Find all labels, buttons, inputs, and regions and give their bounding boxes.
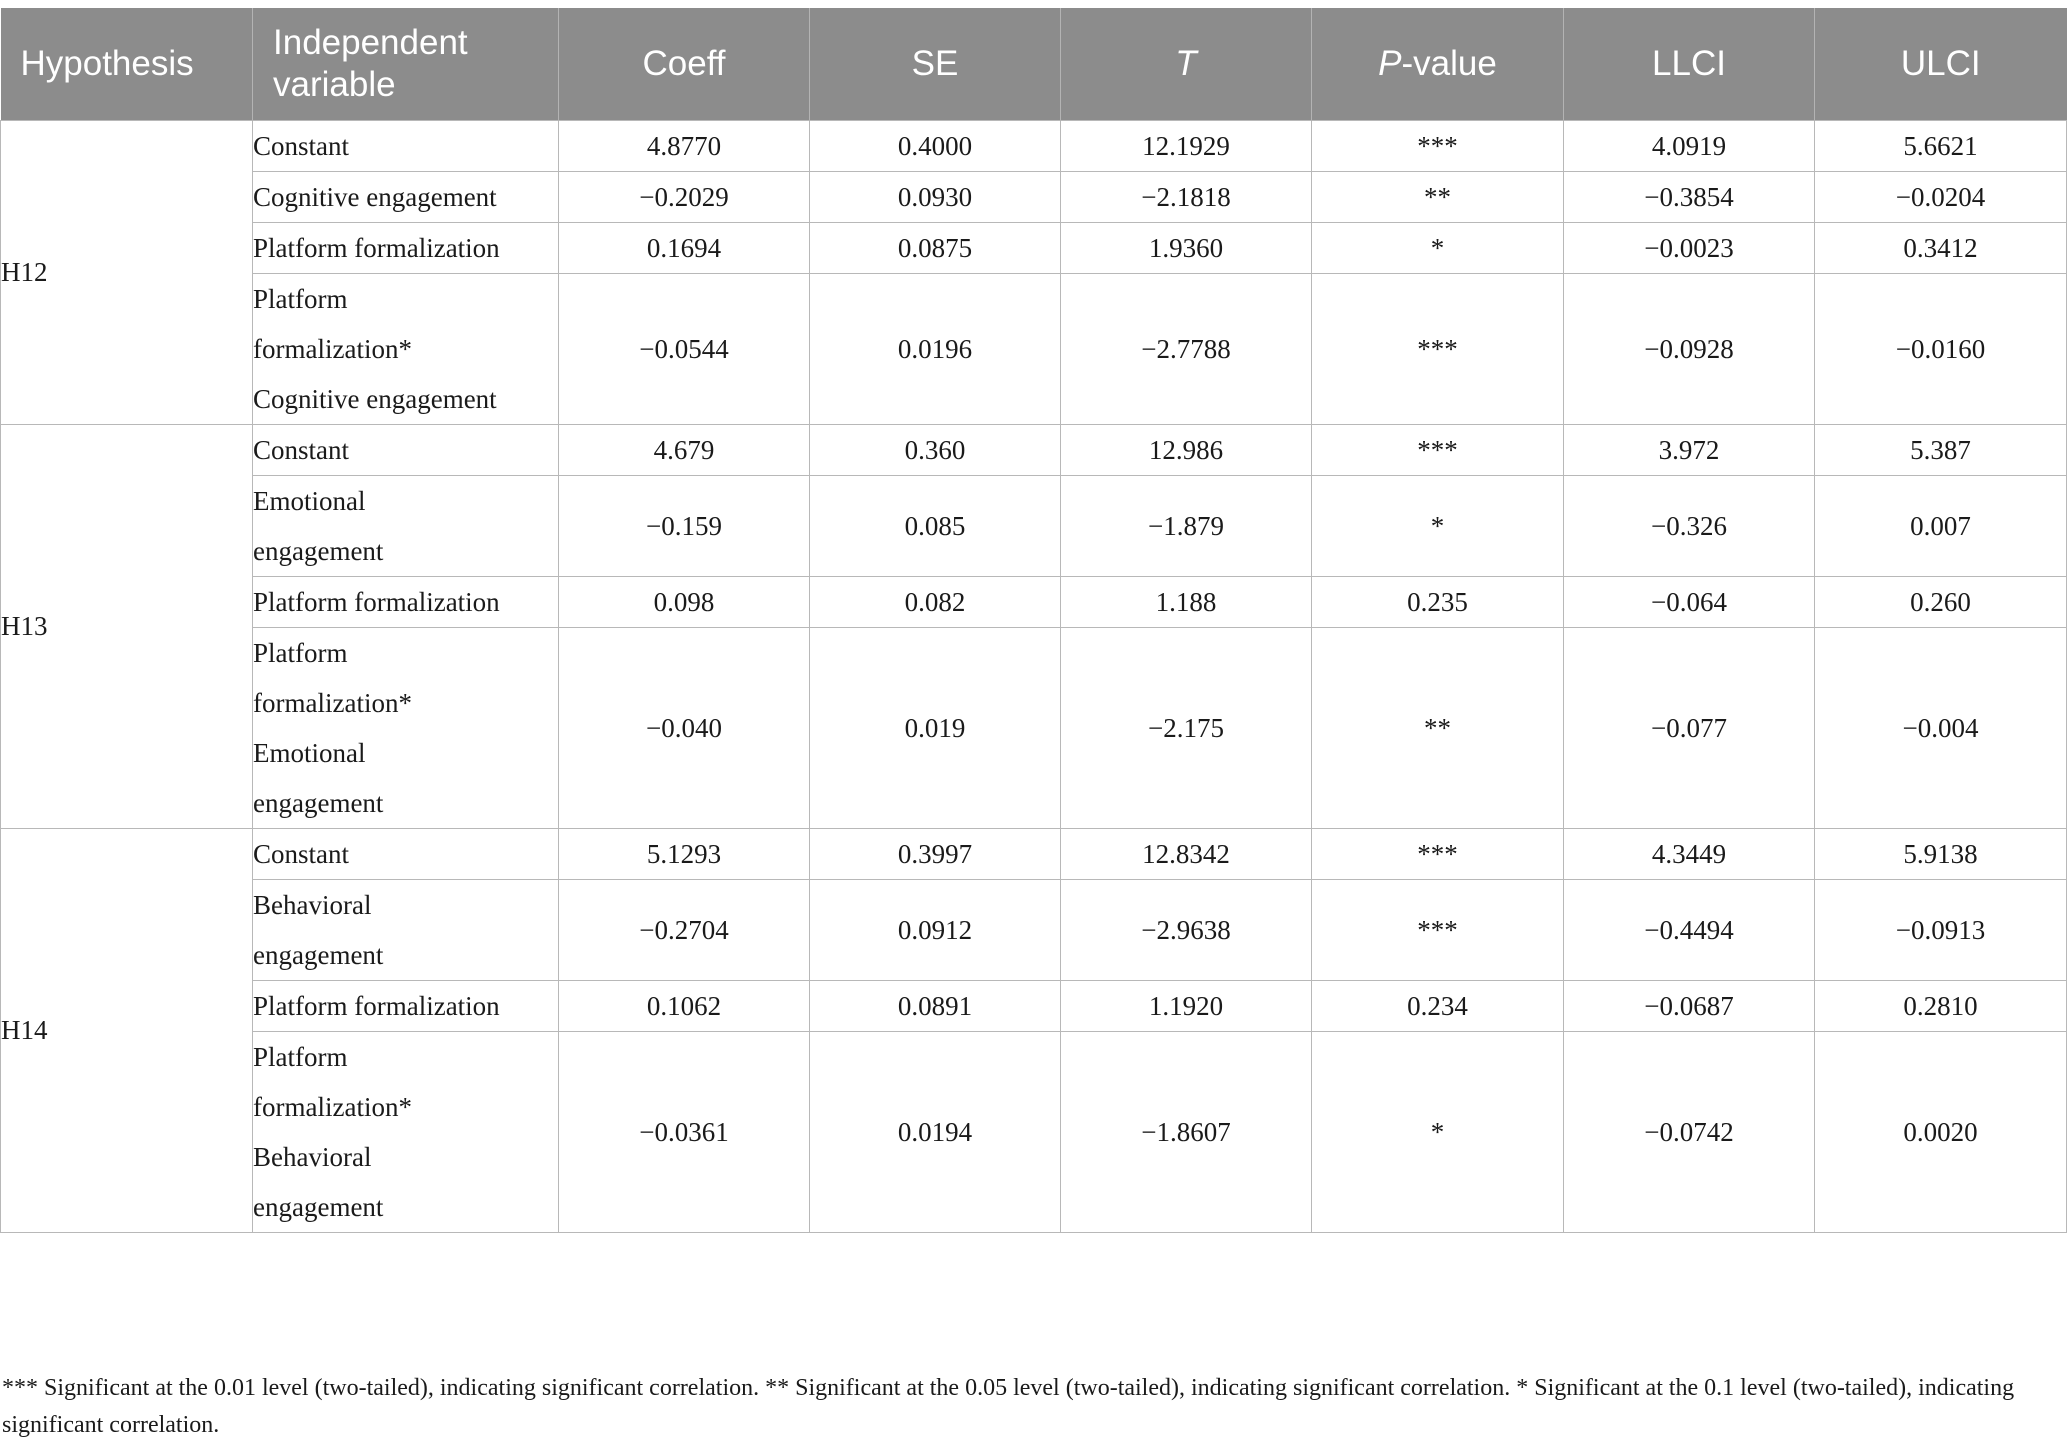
t-cell: 1.188	[1061, 577, 1312, 628]
se-cell: 0.0891	[810, 981, 1061, 1032]
se-cell: 0.0912	[810, 880, 1061, 981]
coeff-cell: −0.2704	[559, 880, 810, 981]
p-cell: ***	[1312, 425, 1564, 476]
se-cell: 0.0194	[810, 1032, 1061, 1233]
variable-line: Behavioral	[253, 890, 372, 920]
header-ulci: ULCI	[1815, 8, 2067, 121]
table-header	[1, 8, 2067, 121]
header-llci: LLCI	[1564, 8, 1815, 121]
se-cell: 0.019	[810, 628, 1061, 829]
p-cell: *	[1312, 223, 1564, 274]
coeff-cell: −0.159	[559, 476, 810, 577]
variable-cell	[253, 476, 559, 577]
variable-line: engagement	[253, 536, 384, 566]
header-hypothesis: Hypothesis	[1, 8, 253, 121]
llci-cell: 4.3449	[1564, 829, 1815, 880]
hypothesis-cell: H14	[1, 829, 253, 1233]
variable-line: Platform	[253, 284, 348, 314]
ulci-cell: 0.260	[1815, 577, 2067, 628]
ulci-cell: −0.0204	[1815, 172, 2067, 223]
ulci-cell: 5.9138	[1815, 829, 2067, 880]
variable-line: engagement	[253, 1192, 384, 1222]
ulci-cell: −0.004	[1815, 628, 2067, 829]
p-cell: ***	[1312, 880, 1564, 981]
variable-line: Behavioral	[253, 1142, 372, 1172]
variable-line: Platform formalization	[253, 587, 500, 617]
variable-cell	[253, 577, 559, 628]
variable-line: Cognitive engagement	[253, 182, 497, 212]
variable-line: Platform formalization	[253, 991, 500, 1021]
t-cell: −2.9638	[1061, 880, 1312, 981]
header-row	[1, 8, 2067, 121]
table-row	[1, 577, 2067, 628]
variable-line: Constant	[253, 839, 350, 869]
t-cell: −1.879	[1061, 476, 1312, 577]
results-table	[0, 8, 2067, 1233]
t-cell: −2.7788	[1061, 274, 1312, 425]
variable-cell	[253, 121, 559, 172]
p-cell: ***	[1312, 829, 1564, 880]
p-cell: ***	[1312, 274, 1564, 425]
coeff-cell: −0.2029	[559, 172, 810, 223]
coeff-cell: −0.0361	[559, 1032, 810, 1233]
variable-line: formalization*	[253, 1092, 412, 1122]
llci-cell: −0.0928	[1564, 274, 1815, 425]
llci-cell: −0.0023	[1564, 223, 1815, 274]
p-cell: 0.235	[1312, 577, 1564, 628]
header-independent-variable: Independent variable	[253, 8, 559, 121]
variable-line: Platform	[253, 638, 348, 668]
llci-cell: 3.972	[1564, 425, 1815, 476]
variable-line: formalization*	[253, 334, 412, 364]
table-row	[1, 1032, 2067, 1233]
p-cell: 0.234	[1312, 981, 1564, 1032]
table-body	[1, 121, 2067, 1233]
variable-line: Cognitive engagement	[253, 384, 497, 414]
variable-cell	[253, 880, 559, 981]
t-cell: −2.1818	[1061, 172, 1312, 223]
header-coeff: Coeff	[559, 8, 810, 121]
ulci-cell: 0.2810	[1815, 981, 2067, 1032]
p-cell: **	[1312, 172, 1564, 223]
hypothesis-cell: H13	[1, 425, 253, 829]
coeff-cell: −0.0544	[559, 274, 810, 425]
se-cell: 0.0196	[810, 274, 1061, 425]
llci-cell: −0.0742	[1564, 1032, 1815, 1233]
header-p-value: P-value	[1312, 8, 1564, 121]
se-cell: 0.4000	[810, 121, 1061, 172]
table-row	[1, 880, 2067, 981]
coeff-cell: 5.1293	[559, 829, 810, 880]
p-cell: *	[1312, 1032, 1564, 1233]
variable-line: Constant	[253, 435, 350, 465]
variable-line: Platform formalization	[253, 233, 500, 263]
variable-line: engagement	[253, 788, 384, 818]
p-cell: ***	[1312, 121, 1564, 172]
p-cell: **	[1312, 628, 1564, 829]
hypothesis-cell: H12	[1, 121, 253, 425]
t-cell: −1.8607	[1061, 1032, 1312, 1233]
coeff-cell: 0.1694	[559, 223, 810, 274]
variable-cell	[253, 1032, 559, 1233]
se-cell: 0.082	[810, 577, 1061, 628]
ulci-cell: 0.007	[1815, 476, 2067, 577]
table-footnote: *** Significant at the 0.01 level (two-tailed), indicating significant correlation. ** Significant at the 0.05 level (two-tailed), indicating significant correlation. * Significant at the 0.1 level (two-tailed), indicating significant correlation.	[2, 1375, 2015, 1438]
table-row	[1, 121, 2067, 172]
table-row	[1, 425, 2067, 476]
t-cell: 12.986	[1061, 425, 1312, 476]
header-se: SE	[810, 8, 1061, 121]
llci-cell: −0.4494	[1564, 880, 1815, 981]
llci-cell: −0.326	[1564, 476, 1815, 577]
ulci-cell: −0.0913	[1815, 880, 2067, 981]
se-cell: 0.3997	[810, 829, 1061, 880]
t-cell: 1.9360	[1061, 223, 1312, 274]
coeff-cell: 4.8770	[559, 121, 810, 172]
coeff-cell: 4.679	[559, 425, 810, 476]
ulci-cell: −0.0160	[1815, 274, 2067, 425]
header-t: T	[1061, 8, 1312, 121]
variable-line: Constant	[253, 131, 350, 161]
table-row	[1, 981, 2067, 1032]
ulci-cell: 0.3412	[1815, 223, 2067, 274]
variable-cell	[253, 274, 559, 425]
table-row	[1, 829, 2067, 880]
table-row	[1, 223, 2067, 274]
se-cell: 0.0930	[810, 172, 1061, 223]
table-row	[1, 628, 2067, 829]
se-cell: 0.360	[810, 425, 1061, 476]
llci-cell: −0.3854	[1564, 172, 1815, 223]
se-cell: 0.085	[810, 476, 1061, 577]
t-cell: 1.1920	[1061, 981, 1312, 1032]
table-row	[1, 172, 2067, 223]
ulci-cell: 5.6621	[1815, 121, 2067, 172]
coeff-cell: −0.040	[559, 628, 810, 829]
p-cell: *	[1312, 476, 1564, 577]
llci-cell: −0.077	[1564, 628, 1815, 829]
coeff-cell: 0.1062	[559, 981, 810, 1032]
variable-cell	[253, 829, 559, 880]
variable-line: Emotional	[253, 738, 366, 768]
variable-line: Emotional	[253, 486, 366, 516]
variable-cell	[253, 425, 559, 476]
llci-cell: 4.0919	[1564, 121, 1815, 172]
variable-cell	[253, 223, 559, 274]
variable-line: engagement	[253, 940, 384, 970]
variable-line: Platform	[253, 1042, 348, 1072]
llci-cell: −0.0687	[1564, 981, 1815, 1032]
coeff-cell: 0.098	[559, 577, 810, 628]
llci-cell: −0.064	[1564, 577, 1815, 628]
ulci-cell: 0.0020	[1815, 1032, 2067, 1233]
ulci-cell: 5.387	[1815, 425, 2067, 476]
t-cell: −2.175	[1061, 628, 1312, 829]
t-cell: 12.8342	[1061, 829, 1312, 880]
variable-cell	[253, 172, 559, 223]
variable-cell	[253, 628, 559, 829]
se-cell: 0.0875	[810, 223, 1061, 274]
variable-line: formalization*	[253, 688, 412, 718]
table-row	[1, 476, 2067, 577]
t-cell: 12.1929	[1061, 121, 1312, 172]
table-row	[1, 274, 2067, 425]
variable-cell	[253, 981, 559, 1032]
